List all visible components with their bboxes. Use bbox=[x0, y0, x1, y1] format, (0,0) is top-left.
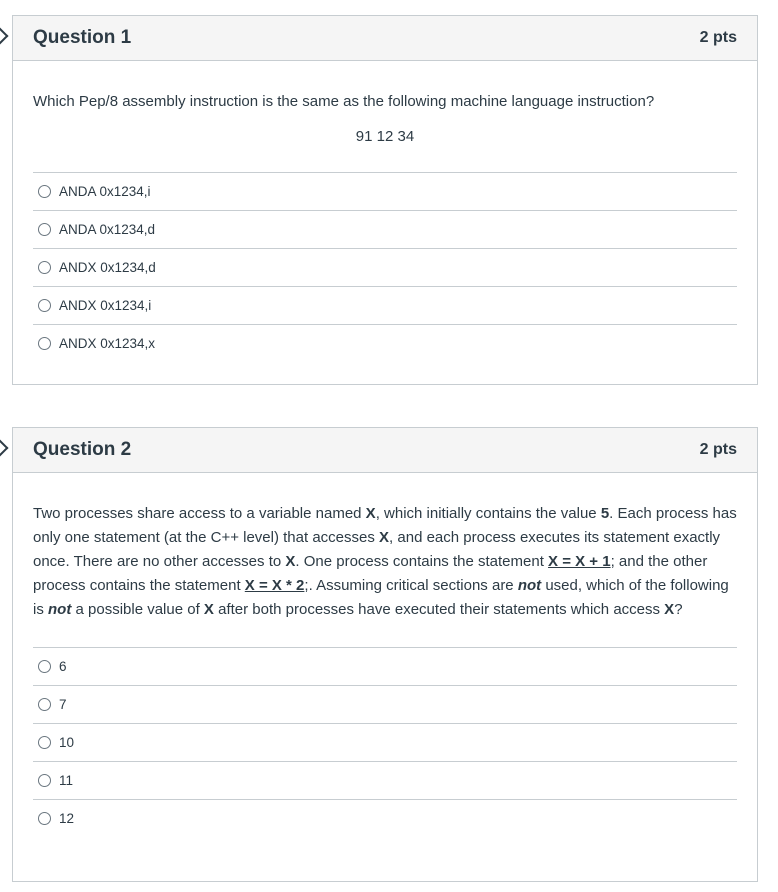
answer-option[interactable] bbox=[33, 686, 737, 724]
radio-button[interactable] bbox=[38, 660, 51, 673]
question-header bbox=[13, 428, 757, 473]
question-2 bbox=[12, 427, 758, 882]
radio-button[interactable] bbox=[38, 698, 51, 711]
question-points: 2 pts bbox=[699, 29, 737, 46]
answer-label: 11 bbox=[59, 773, 74, 788]
radio-button[interactable] bbox=[38, 299, 51, 312]
radio-button[interactable] bbox=[38, 185, 51, 198]
answer-option[interactable] bbox=[33, 648, 737, 686]
answer-label: ANDA 0x1234,i bbox=[59, 184, 151, 199]
question-1 bbox=[12, 15, 758, 385]
answer-option[interactable] bbox=[33, 249, 737, 287]
answer-option[interactable] bbox=[33, 762, 737, 800]
question-marker-icon bbox=[0, 28, 8, 45]
question-body bbox=[13, 90, 757, 362]
answer-label: ANDX 0x1234,i bbox=[59, 298, 152, 313]
answer-label: 7 bbox=[59, 697, 67, 712]
machine-code: 91 12 34 bbox=[355, 128, 415, 145]
answer-label: ANDX 0x1234,x bbox=[59, 336, 156, 351]
answer-label: ANDX 0x1234,d bbox=[59, 260, 156, 275]
radio-button[interactable] bbox=[38, 812, 51, 825]
radio-button[interactable] bbox=[38, 774, 51, 787]
question-prompt: Which Pep/8 assembly instruction is the same as the following machine language instruction? bbox=[33, 93, 655, 110]
question-body bbox=[13, 502, 757, 837]
answer-label: ANDA 0x1234,d bbox=[59, 222, 156, 237]
answer-option[interactable] bbox=[33, 173, 737, 211]
radio-button[interactable] bbox=[38, 736, 51, 749]
answer-list bbox=[33, 172, 737, 362]
answer-label: 10 bbox=[59, 735, 75, 750]
question-points: 2 pts bbox=[699, 441, 737, 458]
question-title: Question 1 bbox=[33, 27, 132, 48]
answer-label: 12 bbox=[59, 811, 75, 826]
radio-button[interactable] bbox=[38, 223, 51, 236]
question-title: Question 2 bbox=[33, 439, 132, 460]
answer-list bbox=[33, 647, 737, 837]
answer-option[interactable] bbox=[33, 724, 737, 762]
answer-label: 6 bbox=[59, 659, 67, 674]
question-header bbox=[13, 16, 757, 61]
answer-option[interactable] bbox=[33, 287, 737, 325]
question-prompt: Two processes share access to a variable named X, which initially contains the value 5. Each process has only one statement (at the C++ level) that accesses X, and each process executes its statement exactly once. There are no other accesses to X. One process contains the statement X = X + 1; and the other process contains the statement X = X * 2;. Assuming critical sections are not used, which of the following is not a possible value of X after both processes have executed their statements which access X? bbox=[33, 505, 737, 618]
answer-option[interactable] bbox=[33, 800, 737, 837]
answer-option[interactable] bbox=[33, 211, 737, 249]
radio-button[interactable] bbox=[38, 261, 51, 274]
answer-option[interactable] bbox=[33, 325, 737, 362]
question-marker-icon bbox=[0, 440, 8, 457]
radio-button[interactable] bbox=[38, 337, 51, 350]
